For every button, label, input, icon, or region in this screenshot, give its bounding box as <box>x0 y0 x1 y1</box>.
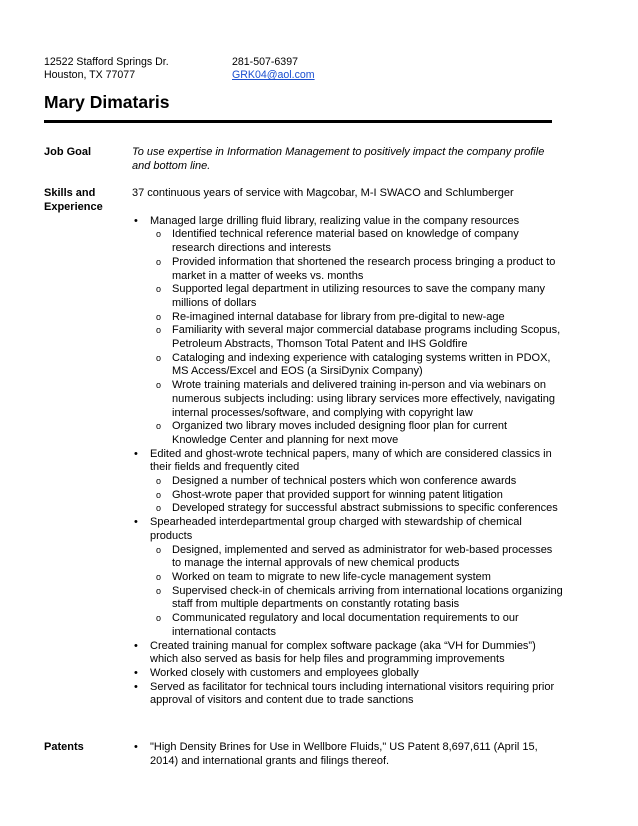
street-address: 12522 Stafford Springs Dr. <box>44 56 169 68</box>
list-item-text: Managed large drilling fluid library, realizing value in the company resources <box>150 214 520 227</box>
sub-list-item <box>154 352 564 379</box>
list-item-text: Identified technical reference material based on knowledge of company research directions and interests <box>172 228 519 255</box>
sub-list-item <box>154 544 564 571</box>
list-item <box>132 681 564 708</box>
list-item <box>132 215 564 448</box>
bullet-icon: • <box>134 516 138 529</box>
sub-list-item <box>154 420 564 447</box>
list-item-text: Re-imagined internal database for library from pre-digital to new-age <box>172 310 505 323</box>
list-item-text: Cataloging and indexing experience with cataloging systems written in PDOX, MS Access/Excel and EOS (a SirsiDynix Company) <box>172 351 551 378</box>
list-item-text: Ghost-wrote paper that provided support for winning patent litigation <box>172 488 503 501</box>
skills-intro: 37 continuous years of service with Magcobar, M-I SWACO and Schlumberger <box>132 187 514 199</box>
sub-bullet-icon: o <box>156 476 162 487</box>
sub-bullet-icon: o <box>156 571 162 582</box>
list-item-text: Spearheaded interdepartmental group charged with stewardship of chemical products <box>150 516 522 542</box>
list-item-text: Developed strategy for successful abstract submissions to specific conferences <box>172 502 558 515</box>
sub-list-item <box>154 475 564 489</box>
patents-list <box>132 741 564 768</box>
list-item-text: Created training manual for complex software package (aka “VH for Dummies”) which also served as basis for help files and programming improvements <box>150 639 536 666</box>
patents-label: Patents <box>44 741 84 753</box>
list-item-text: Wrote training materials and delivered training in-person and via webinars on numerous subjects including: using library services more effectively, navigating internal processes/software, and complying with copyright law <box>172 379 555 419</box>
bullet-icon: • <box>134 680 138 693</box>
sub-bullet-icon: o <box>156 325 162 336</box>
sub-bullet-icon: o <box>156 613 162 624</box>
bullet-icon: • <box>134 447 138 460</box>
list-item-text: Organized two library moves included designing floor plan for current Knowledge Center and planning for next move <box>172 420 508 446</box>
sub-list-item <box>154 612 564 639</box>
list-item-text: Worked on team to migrate to new life-cycle management system <box>172 570 491 583</box>
bullet-icon: • <box>134 214 138 227</box>
sub-bullet-icon: o <box>156 585 162 596</box>
bullet-icon: • <box>134 741 138 753</box>
sub-bullet-icon: o <box>156 352 162 363</box>
list-item-text: Provided information that shortened the research process bringing a product to market in a matter of weeks vs. months <box>172 255 556 282</box>
list-item-text: Served as facilitator for technical tours including international visitors requiring prior approval of visitors and content due to trade sanctions <box>150 680 555 707</box>
list-item-text: Worked closely with customers and employees globally <box>150 666 419 679</box>
sub-bullet-icon: o <box>156 284 162 295</box>
address-block <box>44 56 169 83</box>
job-goal-label: Job Goal <box>44 146 92 158</box>
city-state-zip: Houston, TX 77077 <box>44 69 136 82</box>
list-item-text: Familiarity with several major commercial database programs including Scopus, Petroleum Abstracts, Thomson Total Patent and IHS Goldfire <box>172 324 561 351</box>
sub-bullet-icon: o <box>156 544 162 555</box>
sub-list-item <box>154 571 564 585</box>
sub-list <box>154 475 564 516</box>
sub-list-item <box>154 256 564 283</box>
email-link[interactable]: GRK04@aol.com <box>232 69 315 82</box>
sub-bullet-icon: o <box>156 421 162 432</box>
list-item <box>132 448 564 517</box>
sub-bullet-icon: o <box>156 256 162 267</box>
list-item <box>132 667 564 681</box>
sub-list-item <box>154 502 564 516</box>
list-item-text: "High Density Brines for Use in Wellbore Fluids," US Patent 8,697,611 (April 15, 2014) and international grants and filings thereof. <box>150 741 538 767</box>
skills-body <box>132 187 564 708</box>
list-item <box>132 516 564 639</box>
sub-bullet-icon: o <box>156 503 162 514</box>
sub-list-item <box>154 585 564 612</box>
sub-list-item <box>154 379 564 420</box>
sub-bullet-icon: o <box>156 380 162 391</box>
candidate-name: Mary Dimataris <box>44 92 170 112</box>
sub-list-item <box>154 311 564 325</box>
list-item <box>132 741 564 768</box>
bullet-icon: • <box>134 666 138 679</box>
sub-list <box>154 228 564 447</box>
sub-bullet-icon: o <box>156 489 162 500</box>
skills-list <box>132 215 564 708</box>
sub-bullet-icon: o <box>156 311 162 322</box>
sub-list-item <box>154 324 564 351</box>
list-item <box>132 640 564 667</box>
sub-list <box>154 544 564 640</box>
list-item-text: Designed a number of technical posters which won conference awards <box>172 475 517 488</box>
sub-bullet-icon: o <box>156 229 162 240</box>
phone-number: 281-507-6397 <box>232 56 298 68</box>
list-item-text: Edited and ghost-wrote technical papers, many of which are considered classics in their fields and frequently cited <box>150 447 552 474</box>
list-item-text: Supervised check-in of chemicals arriving from international locations organizing staff from multiple departments on constantly rotating basis <box>172 584 563 611</box>
patents-body <box>132 741 564 768</box>
contact-block <box>232 56 315 83</box>
list-item-text: Communicated regulatory and local documentation requirements to our international contacts <box>172 612 519 638</box>
sub-list-item <box>154 283 564 310</box>
list-item-text: Supported legal department in utilizing resources to save the company many millions of dollars <box>172 283 545 309</box>
job-goal-text: To use expertise in Information Management to positively impact the company profile and bottom line. <box>132 146 545 172</box>
list-item-text: Designed, implemented and served as administrator for web-based processes to manage the internal approvals of new chemical products <box>172 543 553 570</box>
sub-list-item <box>154 489 564 503</box>
bullet-icon: • <box>134 639 138 652</box>
header-divider <box>44 120 552 123</box>
sub-list-item <box>154 228 564 255</box>
skills-label: Skills and Experience <box>44 187 103 213</box>
